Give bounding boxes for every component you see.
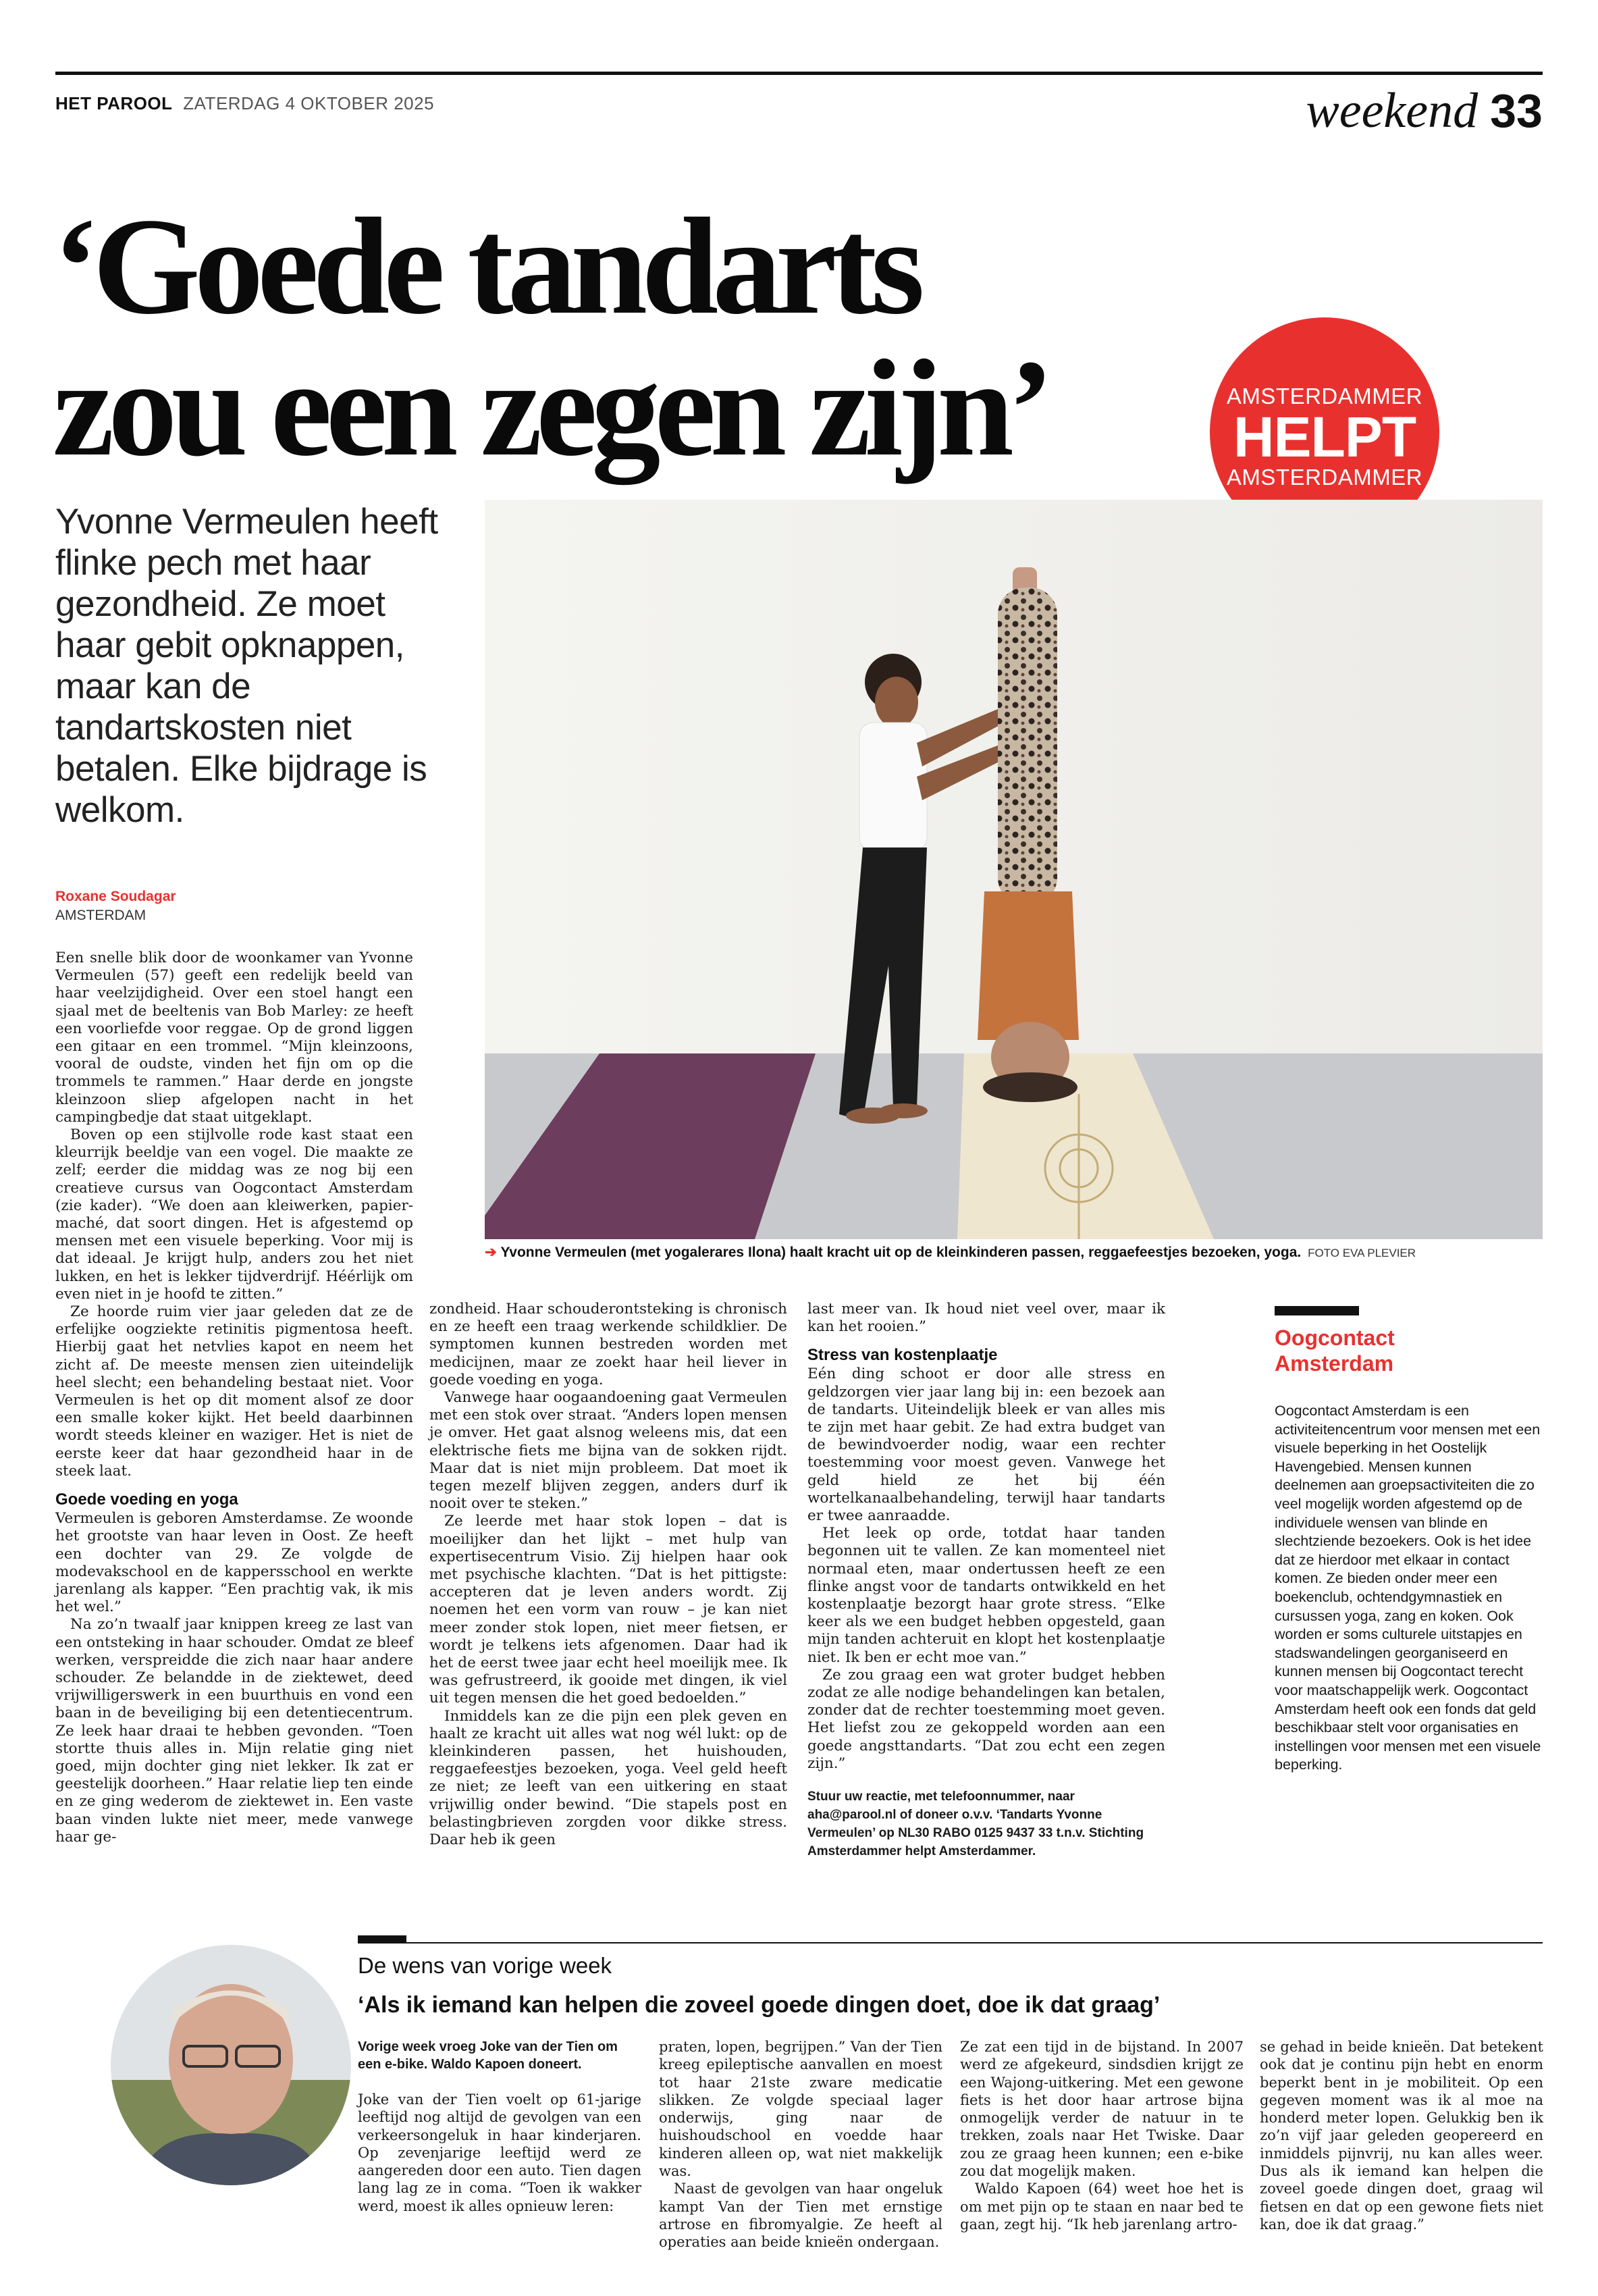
paragraph: se gehad in beide knieën. Dat betekent ook dat je continu pijn hebt en enorm beperkt bent in je mobiliteit. Op een gegeven moment was ik al moe na honderd meter lopen. Gelukkig ben ik zo’n vijf jaar geleden geopereerd en inmiddels pijnvrij, nu kan alles weer. Dus als ik iemand kan helpen die zoveel goede dingen doet, graag wil fietsen en dat op een gewone fiets niet kan, doe ik dat graag.” [1260, 2039, 1543, 2233]
paper-name: HET PAROOL [55, 93, 173, 113]
paragraph: Eén ding schoot er door alle stress en geldzorgen vier jaar lang bij in: een bezoek aan de tandarts. Uiteindelijk bleek er van alles mis te zijn met haar gebit. Ze had extra budget van de bewindvoerder nodig, waar een rechter toestemming voor moest geven. Vanwege het geld hield ze het bij één wortelkanaalbehandeling, terwijl haar tandarts er twee aanraadde. [807, 1365, 1165, 1525]
photo-credit: FOTO EVA PLEVIER [1308, 1247, 1416, 1259]
donation-call: Stuur uw reactie, met telefoonnummer, naar aha@parool.nl of doneer o.v.v. ‘Tandarts Yvonne Vermeulen’ op NL30 RABO 0125 9437 33 t.n.v. Stichting Amsterdammer helpt Amsterdammer. [807, 1790, 1144, 1859]
article-column-1 [55, 949, 413, 1846]
headline-line-2: zou een zegen zijn’ [53, 332, 1048, 485]
paragraph: Ze leerde met haar stok lopen – dat is moeilijker dan het lijkt – met hulp van expertisecentrum Visio. Zij hielpen haar ook met psychische klachten. “Dat is het pittigste: accepteren dat je leven anders wordt. Zij noemen het een vorm van rouw – je kan niet meer zonder stok lopen, niet meer fietsen, er wordt je telkens iets afgenomen. Daar had ik het de eerst twee jaar echt heel moeilijk mee. Ik was gefrustreerd, ik gooide met dingen, ik viel uit tegen mensen die het goed bedoelden.” [429, 1513, 787, 1707]
sidebar-rule [1275, 1306, 1359, 1315]
paragraph: Boven op een stijlvolle rode kast staat een kleurrijk beeldje van een vogel. Die maakte ze zelf; eerder die middag was ze nog bij een creatieve cursus van Oogcontact Amsterdam (zie kader). “We doen aan kleiwerken, papier-maché, dat soort dingen. Het is afgestemd op mensen met een visuele beperking. Voor mij is dat ideaal. Je krijgt hulp, anders zou het niet lukken, en het is lekker tijdverdrijf. Héérlijk om even niet in je hoofd te zitten.” [55, 1126, 413, 1303]
byline-location: AMSTERDAM [55, 908, 147, 923]
paragraph: Na zo’n twaalf jaar knippen kreeg ze last van een ontsteking in haar schouder. Omdat ze bleef werken, verspreidde die zich naar haar andere schouder. Ze belandde in de ziektewet, deed vrijwilligerswerk in een buurthuis en vond een baan in de beveiliging bij een detentiecentrum. Ze leek haar draai te hebben gevonden. “Toen stortte thuis alles in. Mijn relatie ging niet goed, mijn dochter ging niet lekker. Ik zat er geestelijk doorheen.” Haar relatie liep ten einde en ze ging wederom de ziektewet in. Een vaste baan vinden lukte niet meer, mede vanwege haar ge- [55, 1616, 413, 1846]
paragraph: Ze hoorde ruim vier jaar geleden dat ze de erfelijke oogziekte retinitis pigmentosa heeft. Hierbij gaat het netvlies kapot en neem het zicht af. De meeste mensen zien uiteindelijk heel slecht; een behandeling bestaat niet. Voor Vermeulen is het op dit moment alsof ze door een smalle koker kijkt. Het beeld daarbinnen wordt steeds kleiner en waziger. Het is niet de eerste keer dat haar gezondheid haar in de steek laat. [55, 1303, 413, 1480]
paragraph: Naast de gevolgen van haar ongeluk kampt Van der Tien met ernstige artrose en fibromyalgie. Ze heeft al operaties aan beide knieën ondergaan. [659, 2181, 942, 2251]
paragraph: Waldo Kapoen (64) weet hoe het is om met pijn op te staan en naar bed te gaan, zegt hij. “Ik heb jarenlang artro- [960, 2181, 1244, 2233]
badge-middle: HELPT [1233, 405, 1416, 469]
byline [55, 889, 176, 924]
paragraph: Joke van der Tien voelt op 61-jarige leeftijd nog altijd de gevolgen van een verkeersongeluk in haar kinderjaren. Op zevenjarige leeftijd werd ze aangereden door een auto. Tien dagen lang lag ze in coma. “Toen ik wakker werd, moest ik alles opnieuw leren: [358, 2091, 641, 2214]
caption-text: Yvonne Vermeulen (met yogalerares Ilona) haalt kracht uit op de kleinkinderen passen, reggaefeestjes bezoeken, yoga. [500, 1245, 1302, 1260]
byline-author: Roxane Soudagar [55, 889, 176, 904]
headline-line-1: ‘Goede tandarts [53, 190, 919, 343]
paragraph: praten, lopen, begrijpen.” Van der Tien kreeg epileptische aanvallen en moest tot haar 21ste zware medicatie slikken. Ze volgde speciaal lager onderwijs, ging naar de huishoudschool en voedde haar kinderen alleen op, wat niet makkelijk was. [659, 2039, 942, 2180]
wish-column-4 [1260, 2038, 1543, 2233]
paragraph: Een snelle blik door de woonkamer van Yvonne Vermeulen (57) geeft een redelijk beeld van haar veelzijdigheid. Over een stoel hangt een sjaal met de beeltenis van Bob Marley: ze heeft een voorliefde voor reggae. Op de grond liggen een gitaar en een trommel. “Mijn kleinzoons, vooral de oudste, vinden het fijn om op die trommels te rammen.” Haar derde en jongste kleinzoon sliep afgelopen nacht in het campingbedje dat staat uitgeklapt. [55, 949, 413, 1126]
photo-caption [485, 1244, 1543, 1261]
subheading: Stress van kostenplaatje [807, 1346, 998, 1365]
page-number: 33 [1490, 84, 1543, 137]
wish-column-3 [960, 2038, 1244, 2233]
wish-column-1 [358, 2038, 641, 2215]
issue-date: ZATERDAG 4 OKTOBER 2025 [183, 93, 435, 113]
wish-column-2 [659, 2038, 942, 2251]
top-rule [55, 72, 1543, 75]
subheading: Goede voeding en yoga [55, 1490, 238, 1509]
paragraph: Ze zat een tijd in de bijstand. In 2007 werd ze afgekeurd, sindsdien krijgt ze een Wajong-uitkering. Met een gewone fiets is het door haar artrose bijna onmogelijk verder de natuur in te trekken, zoals naar Het Twiske. Daar zou ze graag heen kunnen; een e-bike zou dat mogelijk maken. [960, 2039, 1244, 2180]
sidebar-text: Oogcontact Amsterdam is een activiteitencentrum voor mensen met een visuele beperking in het Oostelijk Havengebied. Mensen kunnen deelnemen aan groepsactiviteiten die zo veel mogelijk worden afgestemd op de individuele wensen van blinde en slechtziende bezoekers. Ook is het idee dat ze hierdoor met elkaar in contact komen. Ze bieden onder meer een boekenclub, ochtendgymnastiek en cursussen yoga, zang en koken. Ook worden er soms culturele uitstapjes en stadswandelingen georganiseerd en kunnen mensen bij Oogcontact terecht voor maatschappelijk werk. Oogcontact Amsterdam heeft ook een fonds dat geld beschikbaar stelt voor organisaties en instellingen voor mensen met een visuele beperking. [1275, 1403, 1541, 1773]
caption-arrow-icon: ➔ [485, 1245, 497, 1260]
article-column-3 [807, 1301, 1165, 1860]
wish-lead: Vorige week vroeg Joke van der Tien om een e-bike. Waldo Kapoen doneert. [358, 2039, 618, 2072]
paragraph: Vanwege haar oogaandoening gaat Vermeulen met een stok over straat. “Anders lopen mensen je omver. Het gaat alsnog weleens mis, dat een elektrische fiets me bijna van de sokken rijdt. Maar dat is niet mijn probleem. Dat moet ik tegen mezelf blijven zeggen, anders durf ik nooit over te steken.” [429, 1389, 787, 1513]
wish-label: De wens van vorige week [358, 1953, 612, 1978]
paragraph: Het leek op orde, totdat haar tanden begonnen uit te vallen. Ze kan momenteel niet normaal eten, maar ondertussen heeft ze een flinke angst voor de tandarts ontwikkeld en het kostenplaatje bezorgt haar grote stress. “Elke keer als we een budget hebben opgesteld, gaan mijn tanden achteruit en klopt het kostenplaatje niet. Ik ben er echt moe van.” [807, 1525, 1165, 1666]
badge-top: AMSTERDAMMER [1226, 384, 1423, 409]
wish-headline: ‘Als ik iemand kan helpen die zoveel goede dingen doet, doe ik dat graag’ [358, 1992, 1161, 2018]
section-name: weekend [1306, 83, 1479, 138]
paragraph: Ze zou graag een wat groter budget hebben zodat ze alle nodige behandelingen kan betalen, zonder dat de rechter toestemming moet geven. Het liefst zou ze gekoppeld worden aan een goede angsttandarts. “Dat zou echt een zegen zijn.” [807, 1666, 1165, 1772]
paragraph: Vermeulen is geboren Amsterdamse. Ze woonde het grootste van haar leven in Oost. Ze heeft een dochter van 29. Ze volgde de modevakschool en de kappersschool en werkte jarenlang als kapper. “Een prachtig vak, ik mis het wel.” [55, 1510, 413, 1616]
article-column-2 [429, 1301, 787, 1849]
paragraph: last meer van. Ik houd niet veel over, maar ik kan het rooien.” [807, 1301, 1165, 1336]
paragraph: zondheid. Haar schouderontsteking is chronisch en ze heeft een traag werkende schildklier. De symptomen kunnen bestreden worden met medicijnen, maar ze zoekt haar heil liever in goede voeding en yoga. [429, 1301, 787, 1388]
sidebar-title: Oogcontact Amsterdam [1275, 1326, 1395, 1376]
badge-bottom: AMSTERDAMMER [1226, 465, 1423, 490]
headline [53, 190, 1048, 485]
masthead-left [55, 93, 434, 114]
masthead-right [1306, 82, 1543, 140]
wish-rule [358, 1935, 406, 1942]
intro-text: Yvonne Vermeulen heeft flinke pech met haar gezondheid. Ze moet haar gebit opknappen, maar kan de tandartskosten niet betalen. Elke bijdrage is welkom. [55, 502, 438, 830]
yoga-photo [485, 500, 1543, 1239]
wish-top-line [358, 1942, 1543, 1943]
paragraph: Inmiddels kan ze die pijn een plek geven en haalt ze kracht uit alles wat nog wél lukt: op de kleinkinderen passen, het huishouden, reggaefeestjes bezoeken, yoga. Veel geld heeft ze niet; ze leeft van een uitkering en staat vrijwillig onder bewind. “Die stapels post en belastingbrieven zorgden voor dikke stress. Daar heb ik geen [429, 1707, 787, 1849]
donor-portrait [111, 1945, 351, 2185]
